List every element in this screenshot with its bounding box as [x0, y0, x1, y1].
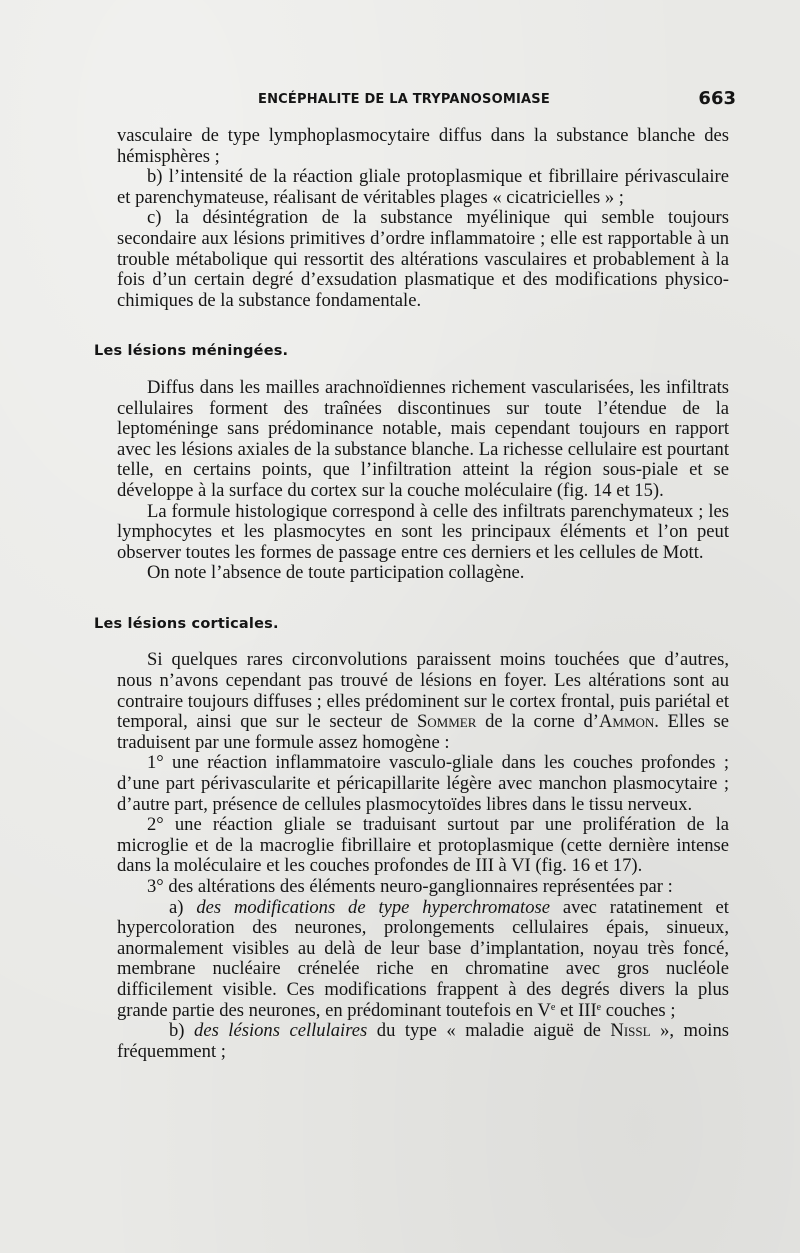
list-item-3 — [117, 877, 729, 898]
paragraph-meningees-3: On note l’absence de toute participation collagène. — [147, 562, 525, 584]
section-heading-meningees: Les lésions méningées. — [94, 343, 289, 360]
paragraph-continuation: vasculaire de type lymphoplasmocytaire diffus dans la substance blanche des hémisphères ; — [117, 125, 729, 167]
sub-item-b — [117, 1021, 729, 1062]
list-number-2: 2° — [147, 814, 164, 836]
list-item-2 — [117, 815, 729, 877]
sub-item-a — [117, 898, 729, 1022]
paragraph-meningees-2: La formule histologique correspond à celle des infiltrats parenchymateux ; les lymphocytes et les plasmocytes en sont les principaux éléments et l’on peut observer toutes les formes de passage entre ces derniers et les cellules de Mott. — [117, 500, 729, 563]
body-text — [94, 125, 730, 1062]
paragraph-item-b: b) l’intensité de la réaction gliale protoplasmique et fibrillaire périvasculaire et parenchymateuse, réalisant de véritables plages « cicatricielles » ; — [117, 166, 729, 208]
author-name-sommer: Sommer — [416, 711, 477, 733]
layer-v: V — [537, 999, 551, 1021]
intro-text-1: Si quelques rares circonvolutions paraissent moins touchées que d’autres, nous n’avons cependant pas trouvé de lésions en foyer. Les altérations sont au contraire toujours diffuses ; elles prédominent sur le cortex frontal, puis pariétal et temporal, ainsi que sur le secteur de — [117, 649, 729, 733]
sub-label-a: a) — [169, 896, 184, 918]
running-title: ENCÉPHALITE DE LA TRYPANOSOMIASE — [258, 92, 550, 107]
author-name-ammon: Ammon — [598, 711, 655, 733]
list-number-3: 3° — [147, 876, 164, 897]
paragraph-item-c: c) la désintégration de la substance myélinique qui semble toujours secondaire aux lésions primitives d’ordre inflammatoire ; elle est rapportable à un trouble métabolique qui ressortit des altérations vasculaires et probablement à la fois d’un certain degré d’exsudation plasmatique et des modifications physico-chimiques de la substance fondamentale. — [117, 207, 729, 311]
sub-text-b-2: », moins fréquemment ; — [117, 1020, 730, 1062]
layer-iii-ordinal: e — [596, 1001, 602, 1013]
list-text-3: des altérations des éléments neuro-ganglionnaires représentées par : — [168, 876, 673, 897]
sub-italic-b: des lésions cellulaires — [194, 1020, 368, 1042]
paragraph-meningees-1: Diffus dans les mailles arachnoïdiennes richement vascularisées, les infiltrats cellulaires forment des traînées discontinues sur toute l’étendue de la leptoméninge sans prédominance notable, mais cependant toujours en rapport avec les lésions axiales de la substance blanche. La richesse cellulaire est pourtant telle, en certains points, que l’infiltration atteint la région sous-piale et se développe à la surface du cortex sur la couche moléculaire (fig. 14 et 15). — [117, 376, 729, 501]
intro-text-3: . Elles se traduisent par une formule assez homogène : — [117, 711, 729, 753]
section-heading-corticales: Les lésions corticales. — [94, 615, 279, 632]
layer-iii: III — [578, 999, 597, 1021]
paragraph-corticales-intro — [117, 650, 729, 753]
running-header — [116, 88, 736, 112]
sub-text-a: avec ratatinement et hypercoloration des neurones, prolongements cellulaires épais, sinueux, anormalement visibles au delà de leur base d’implantation, noyau très foncé, membrane nucléaire crénelée riche en chromatine avec gros nucléole difficilement visible. Ces modifications frappent à des degrés divers la plus grande partie des neurones, en prédominant toutefois en — [117, 896, 729, 1021]
page-number: 663 — [698, 88, 736, 109]
list-number-1: 1° — [147, 752, 164, 774]
list-text-2: une réaction gliale se traduisant surtout par une prolifération de la microglie et de la macroglie fibrillaire et protoplasmique (cette dernière intense dans la moléculaire et les couches profondes de III à VI (fig. 16 et 17). — [117, 814, 729, 877]
intro-text-2: de la corne d’ — [485, 711, 599, 733]
sub-text-a-end: couches ; — [605, 999, 676, 1021]
sub-italic-a: des modifications de type hyperchromatose — [196, 896, 550, 918]
layer-v-ordinal: e — [550, 1001, 556, 1013]
list-text-1: une réaction inflammatoire vasculo-gliale dans les couches profondes ; d’une part périvascularite et péricapillarite légère avec manchon plasmocytaire ; d’autre part, présence de cellules plasmocytoïdes libres dans le tissu nerveux. — [117, 752, 729, 815]
sub-label-b: b) — [169, 1020, 185, 1042]
author-name-nissl: Nissl — [610, 1020, 651, 1042]
list-item-1 — [117, 753, 729, 815]
sub-text-b-1: du type « maladie aiguë de — [376, 1020, 601, 1042]
layer-conjunction: et — [560, 999, 574, 1021]
